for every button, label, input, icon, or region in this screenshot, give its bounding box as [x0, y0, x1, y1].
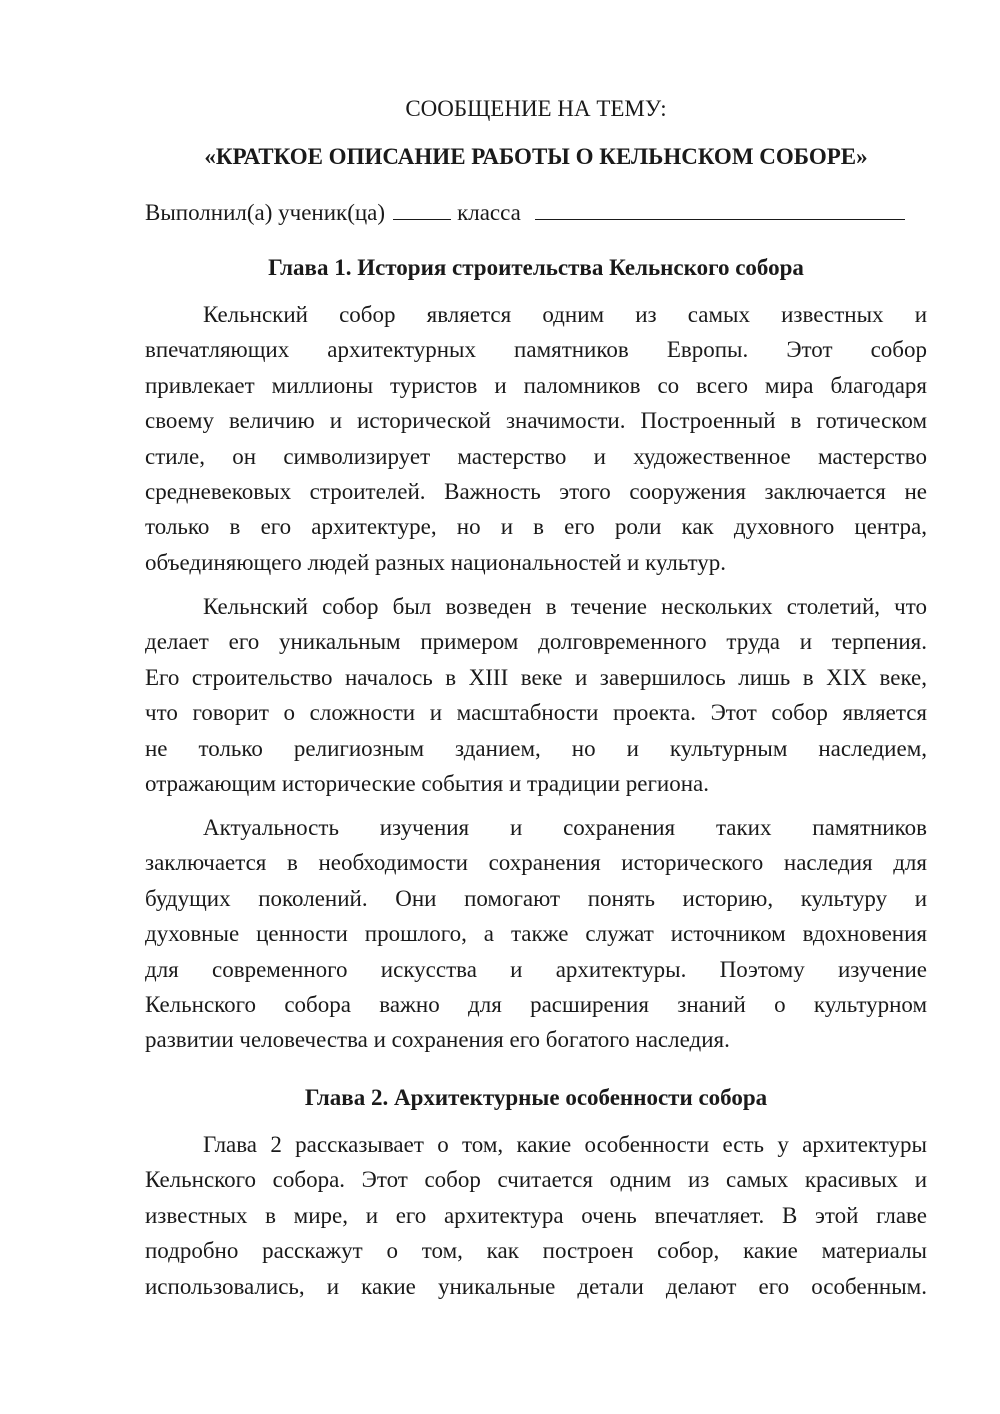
text-line: для современного искусства и архитектуры. Поэтому изучение — [145, 956, 927, 982]
text-line: не только религиозным зданием, но и культурным наследием, — [145, 735, 927, 761]
title-line-2: «КРАТКОЕ ОПИСАНИЕ РАБОТЫ О КЕЛЬНСКОМ СОБОРЕ» — [204, 144, 868, 169]
text-line: впечатляющих архитектурных памятников Европы. Этот собор — [145, 337, 927, 363]
grade-blank — [393, 197, 451, 220]
title-line-1: СООБЩЕНИЕ НА ТЕМУ: — [405, 96, 667, 121]
text-line: только в его архитектуре, но и в его роли как духовного центра, — [145, 514, 927, 540]
chapter-1-paragraph-2 — [145, 589, 927, 801]
text-line: привлекает миллионы туристов и паломников со всего мира благодаря — [145, 372, 927, 398]
text-line: Кельнского собора важно для расширения знаний о культурном — [145, 991, 927, 1017]
text-line: Кельнский собор является одним из самых известных и — [203, 302, 927, 327]
text-line: развитии человечества и сохранения его богатого наследия. — [145, 1027, 730, 1053]
text-line: заключается в необходимости сохранения исторического наследия для — [145, 850, 927, 876]
chapter-1-paragraph-1 — [145, 297, 927, 580]
text-line: объединяющего людей разных национальностей и культур. — [145, 549, 727, 575]
text-line: известных в мире, и его архитектура очень впечатляет. В этой главе — [145, 1202, 927, 1228]
text-line: Кельнского собора. Этот собор считается одним из самых красивых и — [145, 1167, 927, 1193]
text-line: Его строительство началось в XIII веке и завершилось лишь в XIX веке, — [145, 664, 927, 690]
class-label: класса — [457, 200, 521, 225]
text-line: стиле, он символизирует мастерство и художественное мастерство — [145, 443, 927, 469]
text-line: использовались, и какие уникальные детали делают его особенным. — [145, 1273, 927, 1299]
text-line: Глава 2 рассказывает о том, какие особенности есть у архитектуры — [203, 1132, 927, 1157]
text-line: делает его уникальным примером долговременного труда и терпения. — [145, 629, 927, 655]
author-line — [145, 196, 905, 230]
text-line: что говорит о сложности и масштабности проекта. Этот собор является — [145, 700, 927, 726]
text-line: будущих поколений. Они помогают понять историю, культуру и — [145, 885, 927, 911]
text-line: отражающим исторические события и традиции региона. — [145, 770, 709, 796]
performed-label: Выполнил(а) ученик(ца) — [145, 200, 386, 225]
text-line: своему величию и исторической значимости. Построенный в готическом — [145, 408, 927, 434]
text-line: Актуальность изучения и сохранения таких памятников — [203, 815, 927, 840]
text-line: средневековых строителей. Важность этого сооружения заключается не — [145, 478, 927, 504]
text-line: подробно расскажут о том, как построен собор, какие материалы — [145, 1238, 927, 1264]
text-line: духовные ценности прошлого, а также служат источником вдохновения — [145, 921, 927, 947]
chapter-2-paragraph-1 — [145, 1127, 927, 1304]
text-line: Кельнский собор был возведен в течение нескольких столетий, что — [203, 594, 927, 619]
chapter-1-paragraph-3 — [145, 810, 927, 1058]
chapter-2-heading: Глава 2. Архитектурные особенности собора — [304, 1085, 768, 1110]
name-blank — [535, 197, 905, 220]
chapter-1-heading: Глава 1. История строительства Кельнского собора — [268, 255, 804, 280]
